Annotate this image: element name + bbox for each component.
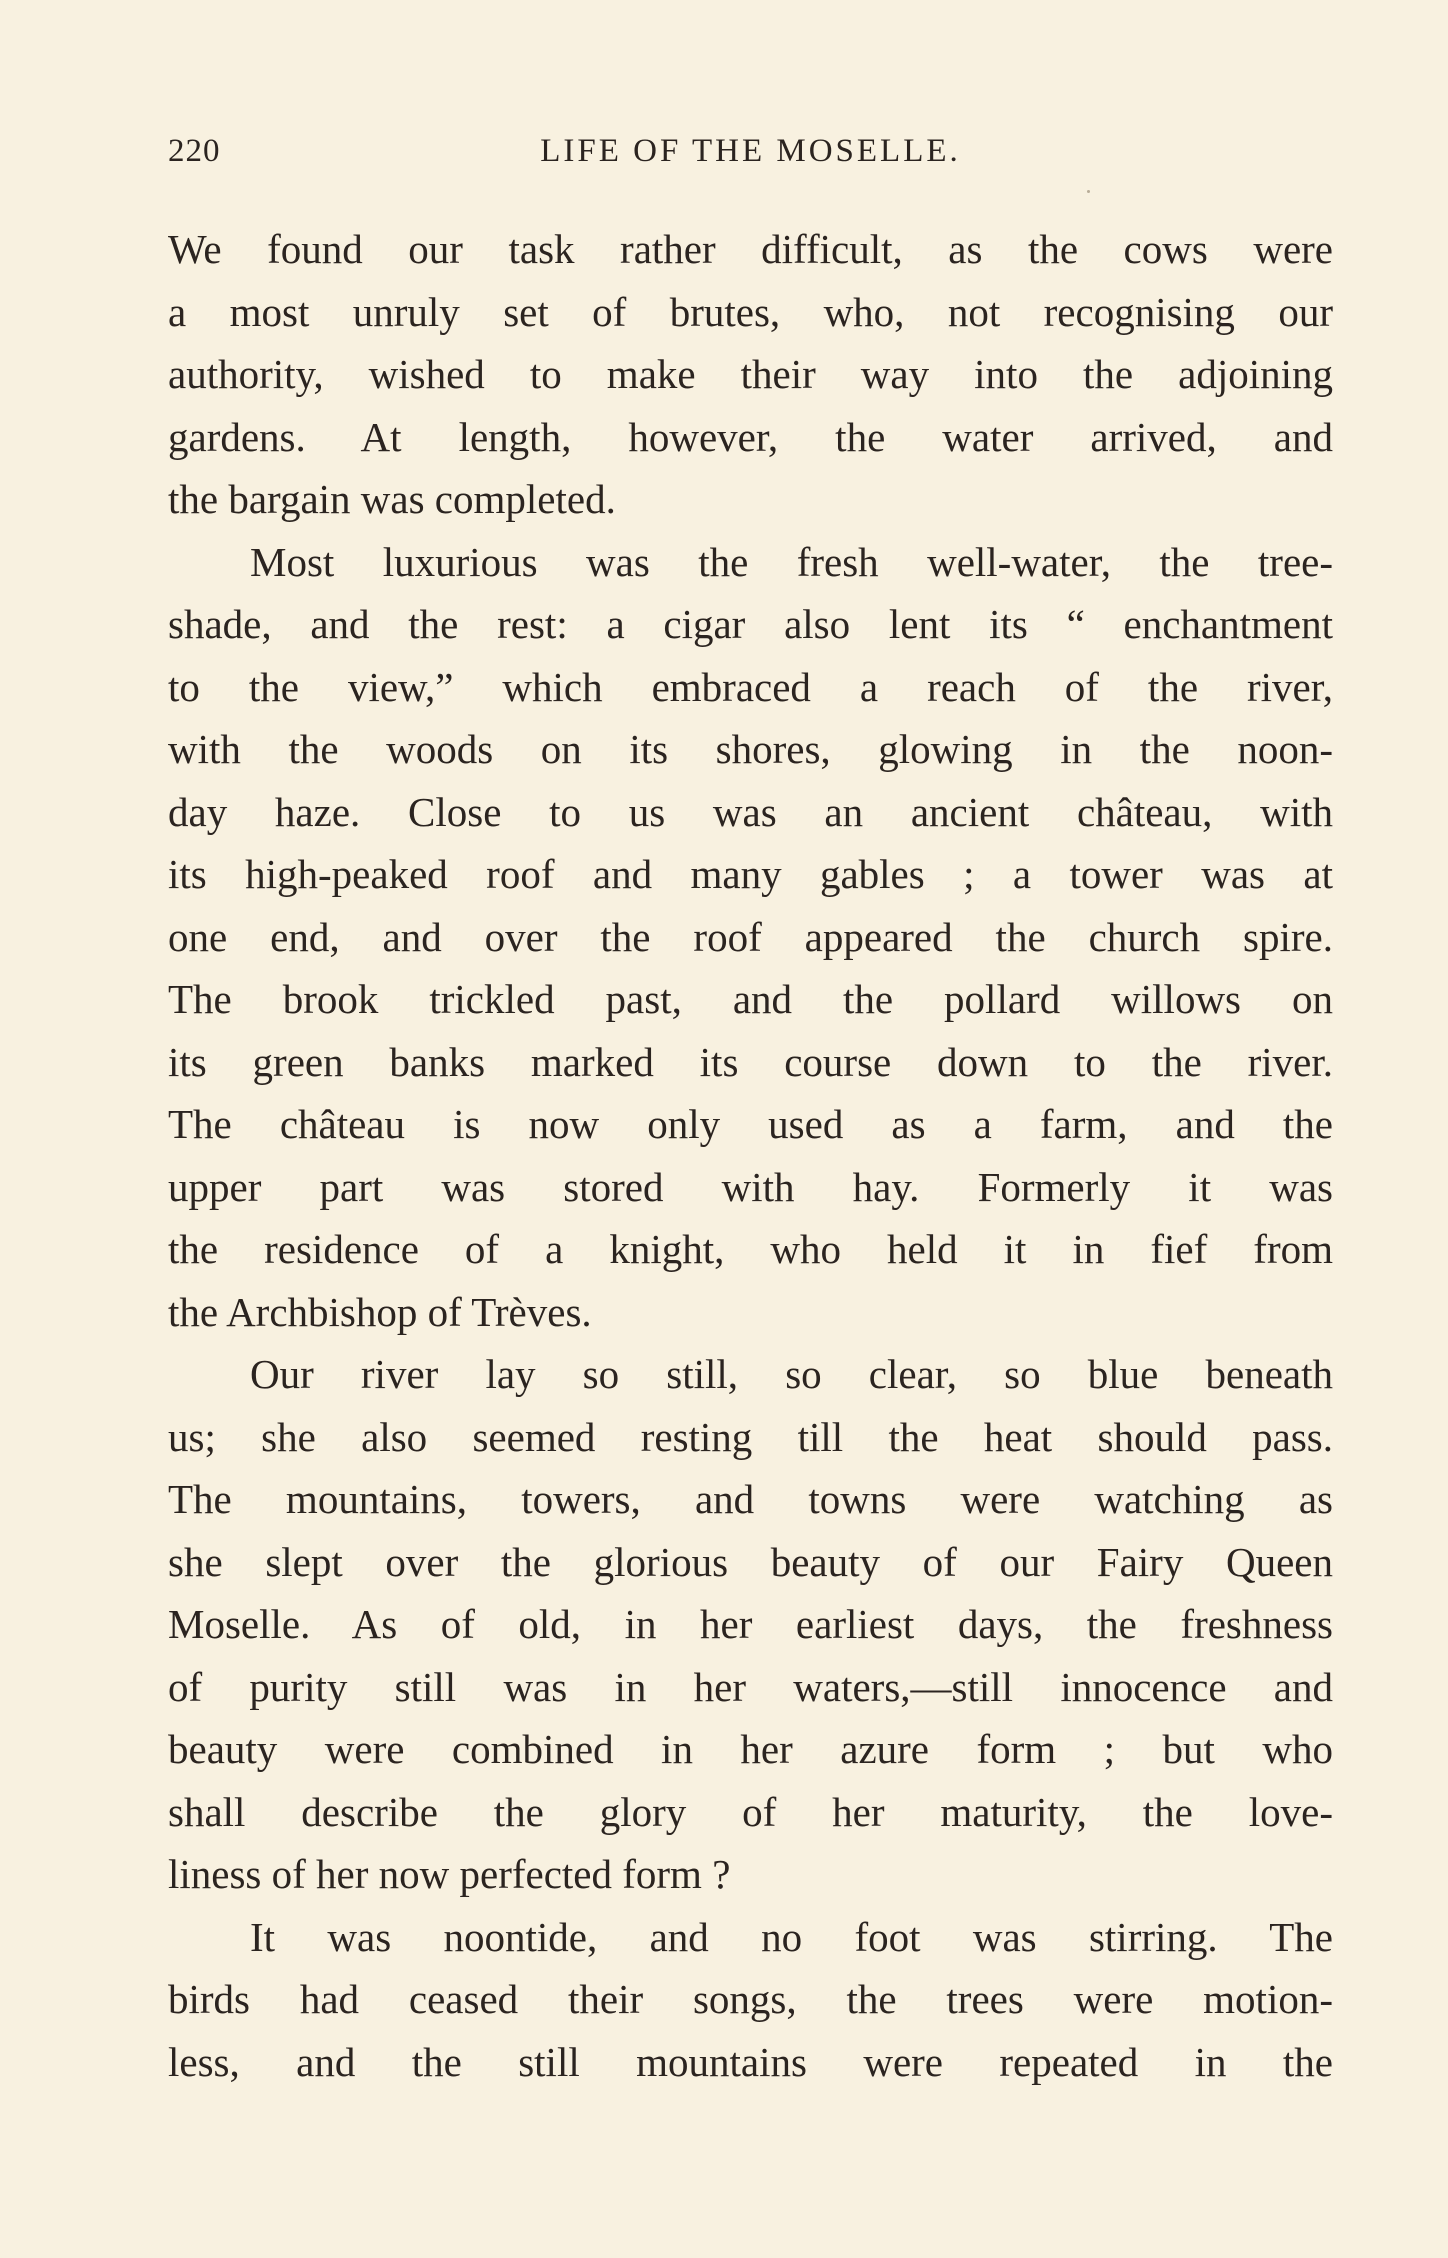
text-line: beauty were combined in her azure form ; but who [168,1726,1333,1772]
page-number: 220 [168,133,221,169]
text-line: It was noontide, and no foot was stirring. The [250,1913,1333,1960]
text-line: us; she also seemed resting till the heat should pass. [168,1413,1333,1460]
text-line: upper part was stored with hay. Formerly it was [168,1163,1333,1210]
text-line: to the view,” which embraced a reach of the river, [168,663,1333,710]
text-line: Most luxurious was the fresh well-water, the tree- [250,538,1333,585]
text-line: its green banks marked its course down to the river. [168,1038,1333,1085]
text-line: Moselle. As of old, in her earliest days, the freshness [168,1601,1333,1647]
running-title: LIFE OF THE MOSELLE. [540,133,961,169]
text-line: The brook trickled past, and the pollard willows on [168,976,1333,1022]
text-line: less, and the still mountains were repeated in the [168,2038,1333,2085]
text-line: shall describe the glory of her maturity, the love- [168,1788,1333,1835]
body-text [168,218,1333,2093]
text-line: with the woods on its shores, glowing in the noon- [168,726,1333,772]
text-line: We found our task rather difficult, as the cows were [168,226,1333,272]
text-line: one end, and over the roof appeared the church spire. [168,913,1333,960]
text-line: the Archbishop of Trèves. [168,1288,592,1335]
text-line: its high-peaked roof and many gables ; a tower was at [168,851,1333,897]
running-head [168,133,1333,183]
text-line: Our river lay so still, so clear, so blue beneath [250,1351,1333,1397]
text-line: birds had ceased their songs, the trees were motion- [168,1976,1333,2022]
text-line: she slept over the glorious beauty of our Fairy Queen [168,1538,1333,1585]
text-line: gardens. At length, however, the water arrived, and [168,413,1333,460]
text-line: the residence of a knight, who held it in fief from [168,1226,1333,1272]
text-line: shade, and the rest: a cigar also lent its “ enchantment [168,601,1333,647]
text-line: The château is now only used as a farm, and the [168,1101,1333,1147]
text-line: the bargain was completed. [168,476,616,522]
text-line: The mountains, towers, and towns were watching as [168,1476,1333,1522]
text-line: day haze. Close to us was an ancient château, with [168,788,1333,835]
paper-speck [1087,190,1090,193]
text-line: authority, wished to make their way into the adjoining [168,351,1333,397]
text-line: liness of her now perfected form ? [168,1851,731,1897]
text-line: a most unruly set of brutes, who, not recognising our [168,288,1333,335]
text-line: of purity still was in her waters,—still innocence and [168,1663,1333,1710]
